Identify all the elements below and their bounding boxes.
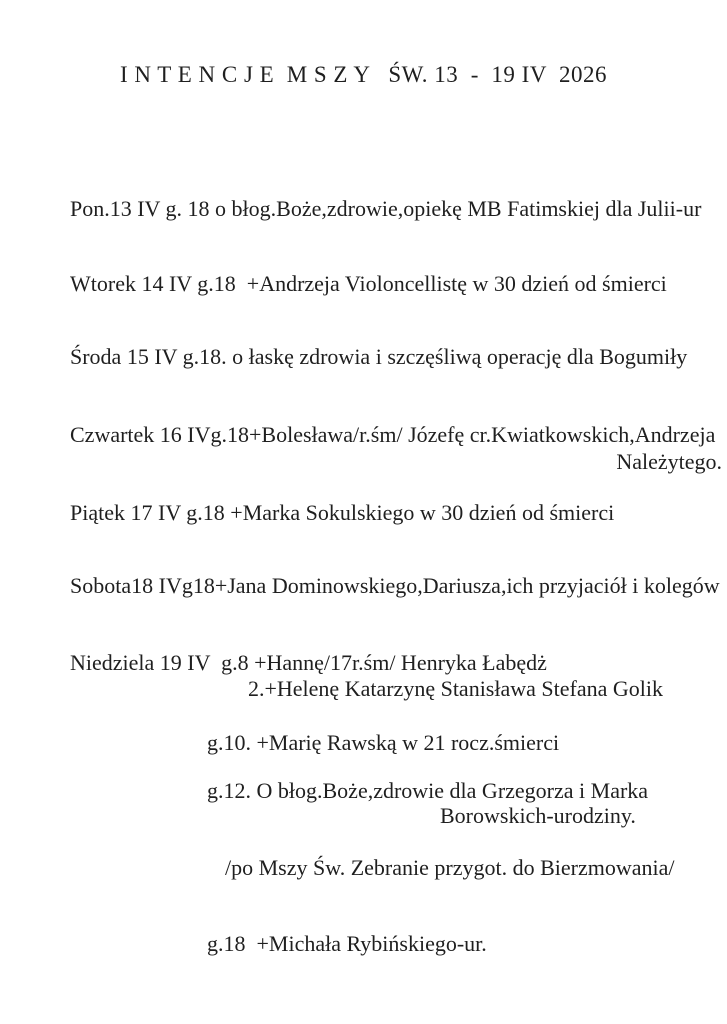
intention-line-sunday-note: /po Mszy Św. Zebranie przygot. do Bierzmowania/	[225, 855, 675, 880]
intention-line-thursday: Czwartek 16 IVg.18+Bolesława/r.śm/ Józefę cr.Kwiatkowskich,Andrzeja	[70, 422, 716, 447]
intention-line-saturday: Sobota18 IVg18+Jana Dominowskiego,Dariusza,ich przyjaciół i kolegów	[70, 573, 720, 598]
intention-line-tuesday: Wtorek 14 IV g.18 +Andrzeja Violoncellistę w 30 dzień od śmierci	[70, 271, 667, 296]
intention-line-monday: Pon.13 IV g. 18 o błog.Boże,zdrowie,opiekę MB Fatimskiej dla Julii-ur	[70, 196, 702, 221]
intention-line-sunday-g8-second: 2.+Helenę Katarzynę Stanisława Stefana Golik	[248, 676, 663, 701]
intention-line-friday: Piątek 17 IV g.18 +Marka Sokulskiego w 30 dzień od śmierci	[70, 500, 615, 525]
intention-line-sunday-g8: Niedziela 19 IV g.8 +Hannę/17r.śm/ Henryka Łabędż	[70, 650, 547, 675]
intention-line-sunday-g10: g.10. +Marię Rawską w 21 rocz.śmierci	[207, 730, 560, 755]
intention-line-sunday-g18: g.18 +Michała Rybińskiego-ur.	[207, 931, 487, 956]
document-title: I N T E N C J E M S Z Y ŚW. 13 - 19 IV 2026	[119, 62, 608, 87]
intention-line-thursday-continuation: Należytego.	[616, 449, 722, 474]
intention-line-sunday-g12: g.12. O błog.Boże,zdrowie dla Grzegorza i Marka	[207, 778, 649, 803]
intention-line-wednesday: Środa 15 IV g.18. o łaskę zdrowia i szczęśliwą operację dla Bogumiły	[70, 344, 688, 369]
intention-line-sunday-g12-continuation: Borowskich-urodziny.	[440, 803, 636, 828]
